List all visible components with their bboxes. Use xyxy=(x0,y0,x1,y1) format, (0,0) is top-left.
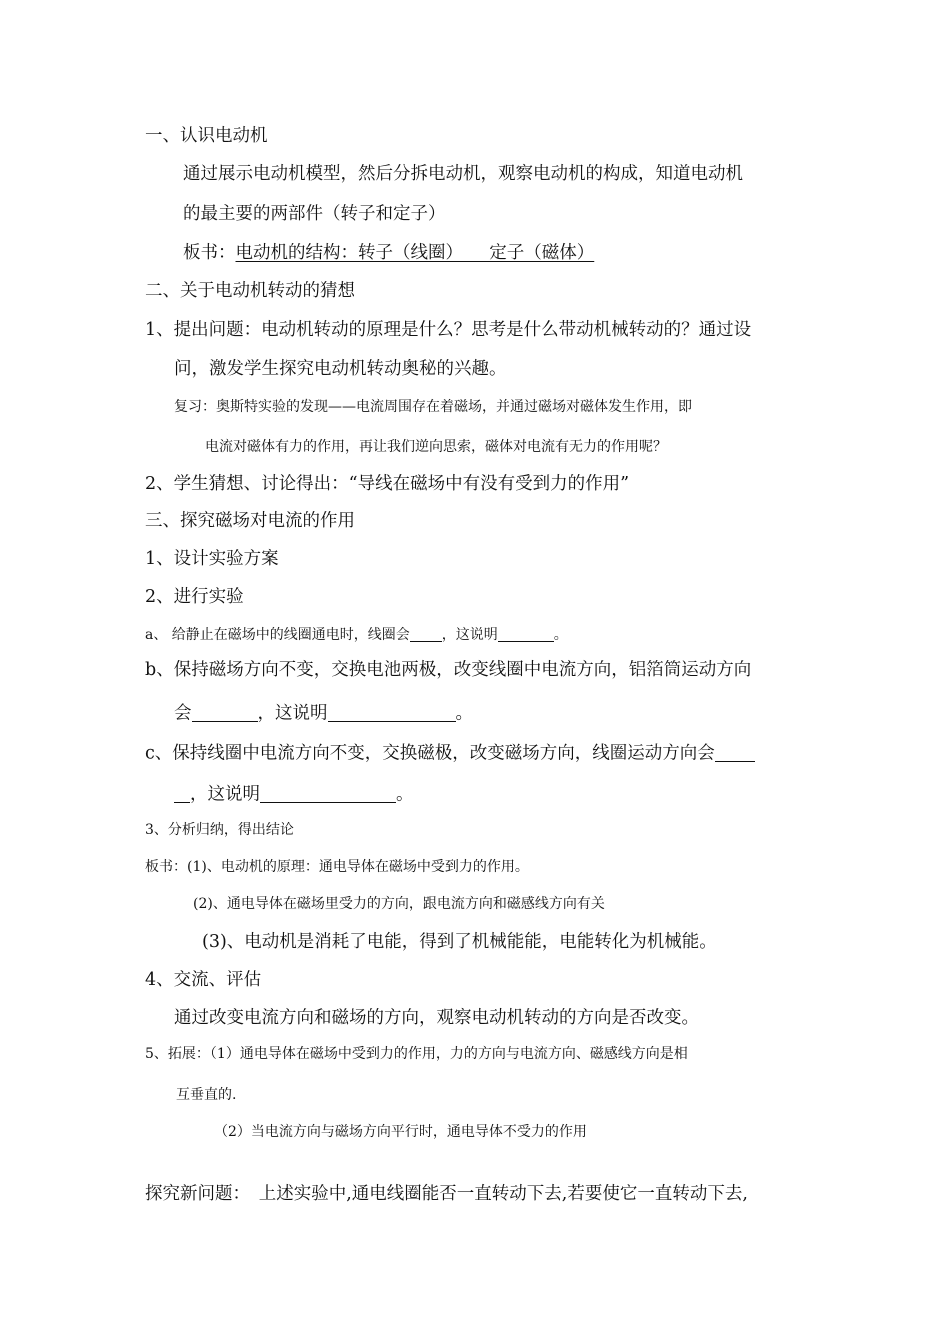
question-1-line-1: 1、提出问题：电动机转动的原理是什么？思考是什么带动机械转动的？通过设 xyxy=(145,320,752,340)
question-1-line-2: 问，激发学生探究电动机转动奥秘的兴趣。 xyxy=(174,359,507,379)
blank-c-2[interactable] xyxy=(260,784,396,803)
blank-c-1-start[interactable] xyxy=(715,743,755,762)
question-2: 2、学生猜想、讨论得出：“导线在磁场中有没有受到力的作用” xyxy=(145,474,630,494)
step-5-line-2: 互垂直的. xyxy=(176,1087,237,1103)
step-5-line-3: （2）当电流方向与磁场方向平行时，通电导体不受力的作用 xyxy=(214,1124,587,1140)
section-2-title: 二、关于电动机转动的猜想 xyxy=(145,281,355,301)
experiment-c-line-1: c、保持线圈中电流方向不变，交换磁极，改变磁场方向，线圈运动方向会 xyxy=(145,743,755,763)
step-1: 1、设计实验方案 xyxy=(145,549,279,569)
blank-b-1[interactable] xyxy=(192,703,258,722)
conclusion-board-1: 板书：(1)、电动机的原理：通电导体在磁场中受到力的作用。 xyxy=(145,859,529,875)
blank-c-1-end[interactable] xyxy=(174,784,190,803)
board-underlined-text: 电动机的结构：转子（线圈） 定子（磁体） xyxy=(235,243,595,263)
board-label: 板书： xyxy=(183,243,236,263)
blank-b-2[interactable] xyxy=(328,703,456,722)
section-1-board-note xyxy=(183,245,594,263)
review-line-1: 复习：奥斯特实验的发现——电流周围存在着磁场，并通过磁场对磁体发生作用，即 xyxy=(174,399,692,415)
experiment-a: a、 给静止在磁场中的线圈通电时，线圈会 ，这说明 。 xyxy=(145,627,568,643)
experiment-c-line-2: ，这说明 。 xyxy=(174,784,414,804)
conclusion-board-3: (3)、电动机是消耗了电能，得到了机械能能，电能转化为机械能。 xyxy=(202,932,717,952)
review-line-2: 电流对磁体有力的作用，再让我们逆向思索，磁体对电流有无力的作用呢？ xyxy=(205,439,667,455)
blank-a-2[interactable] xyxy=(498,627,554,642)
conclusion-board-2: (2)、通电导体在磁场里受力的方向，跟电流方向和磁感线方向有关 xyxy=(193,896,605,912)
section-1-paragraph-line-2: 的最主要的两部件（转子和定子） xyxy=(183,204,446,224)
step-3: 3、分析归纳，得出结论 xyxy=(145,822,294,838)
experiment-b-line-1: b、保持磁场方向不变，交换电池两极，改变线圈中电流方向，铝箔筒运动方向 xyxy=(145,660,752,680)
section-3-title: 三、探究磁场对电流的作用 xyxy=(145,511,355,531)
blank-a-1[interactable] xyxy=(410,627,442,642)
section-1-title: 一、认识电动机 xyxy=(145,126,268,146)
step-4-text: 通过改变电流方向和磁场的方向，观察电动机转动的方向是否改变。 xyxy=(174,1008,699,1028)
new-question: 探究新问题： 上述实验中,通电线圈能否一直转动下去,若要使它一直转动下去, xyxy=(145,1184,748,1204)
experiment-b-line-2: 会 ，这说明 。 xyxy=(174,703,473,724)
step-4: 4、交流、评估 xyxy=(145,970,262,990)
step-5-line-1: 5、拓展：（1）通电导体在磁场中受到力的作用，力的方向与电流方向、磁感线方向是相 xyxy=(145,1046,688,1062)
step-2: 2、进行实验 xyxy=(145,587,244,607)
section-1-paragraph-line-1: 通过展示电动机模型，然后分拆电动机，观察电动机的构成，知道电动机 xyxy=(183,164,743,184)
